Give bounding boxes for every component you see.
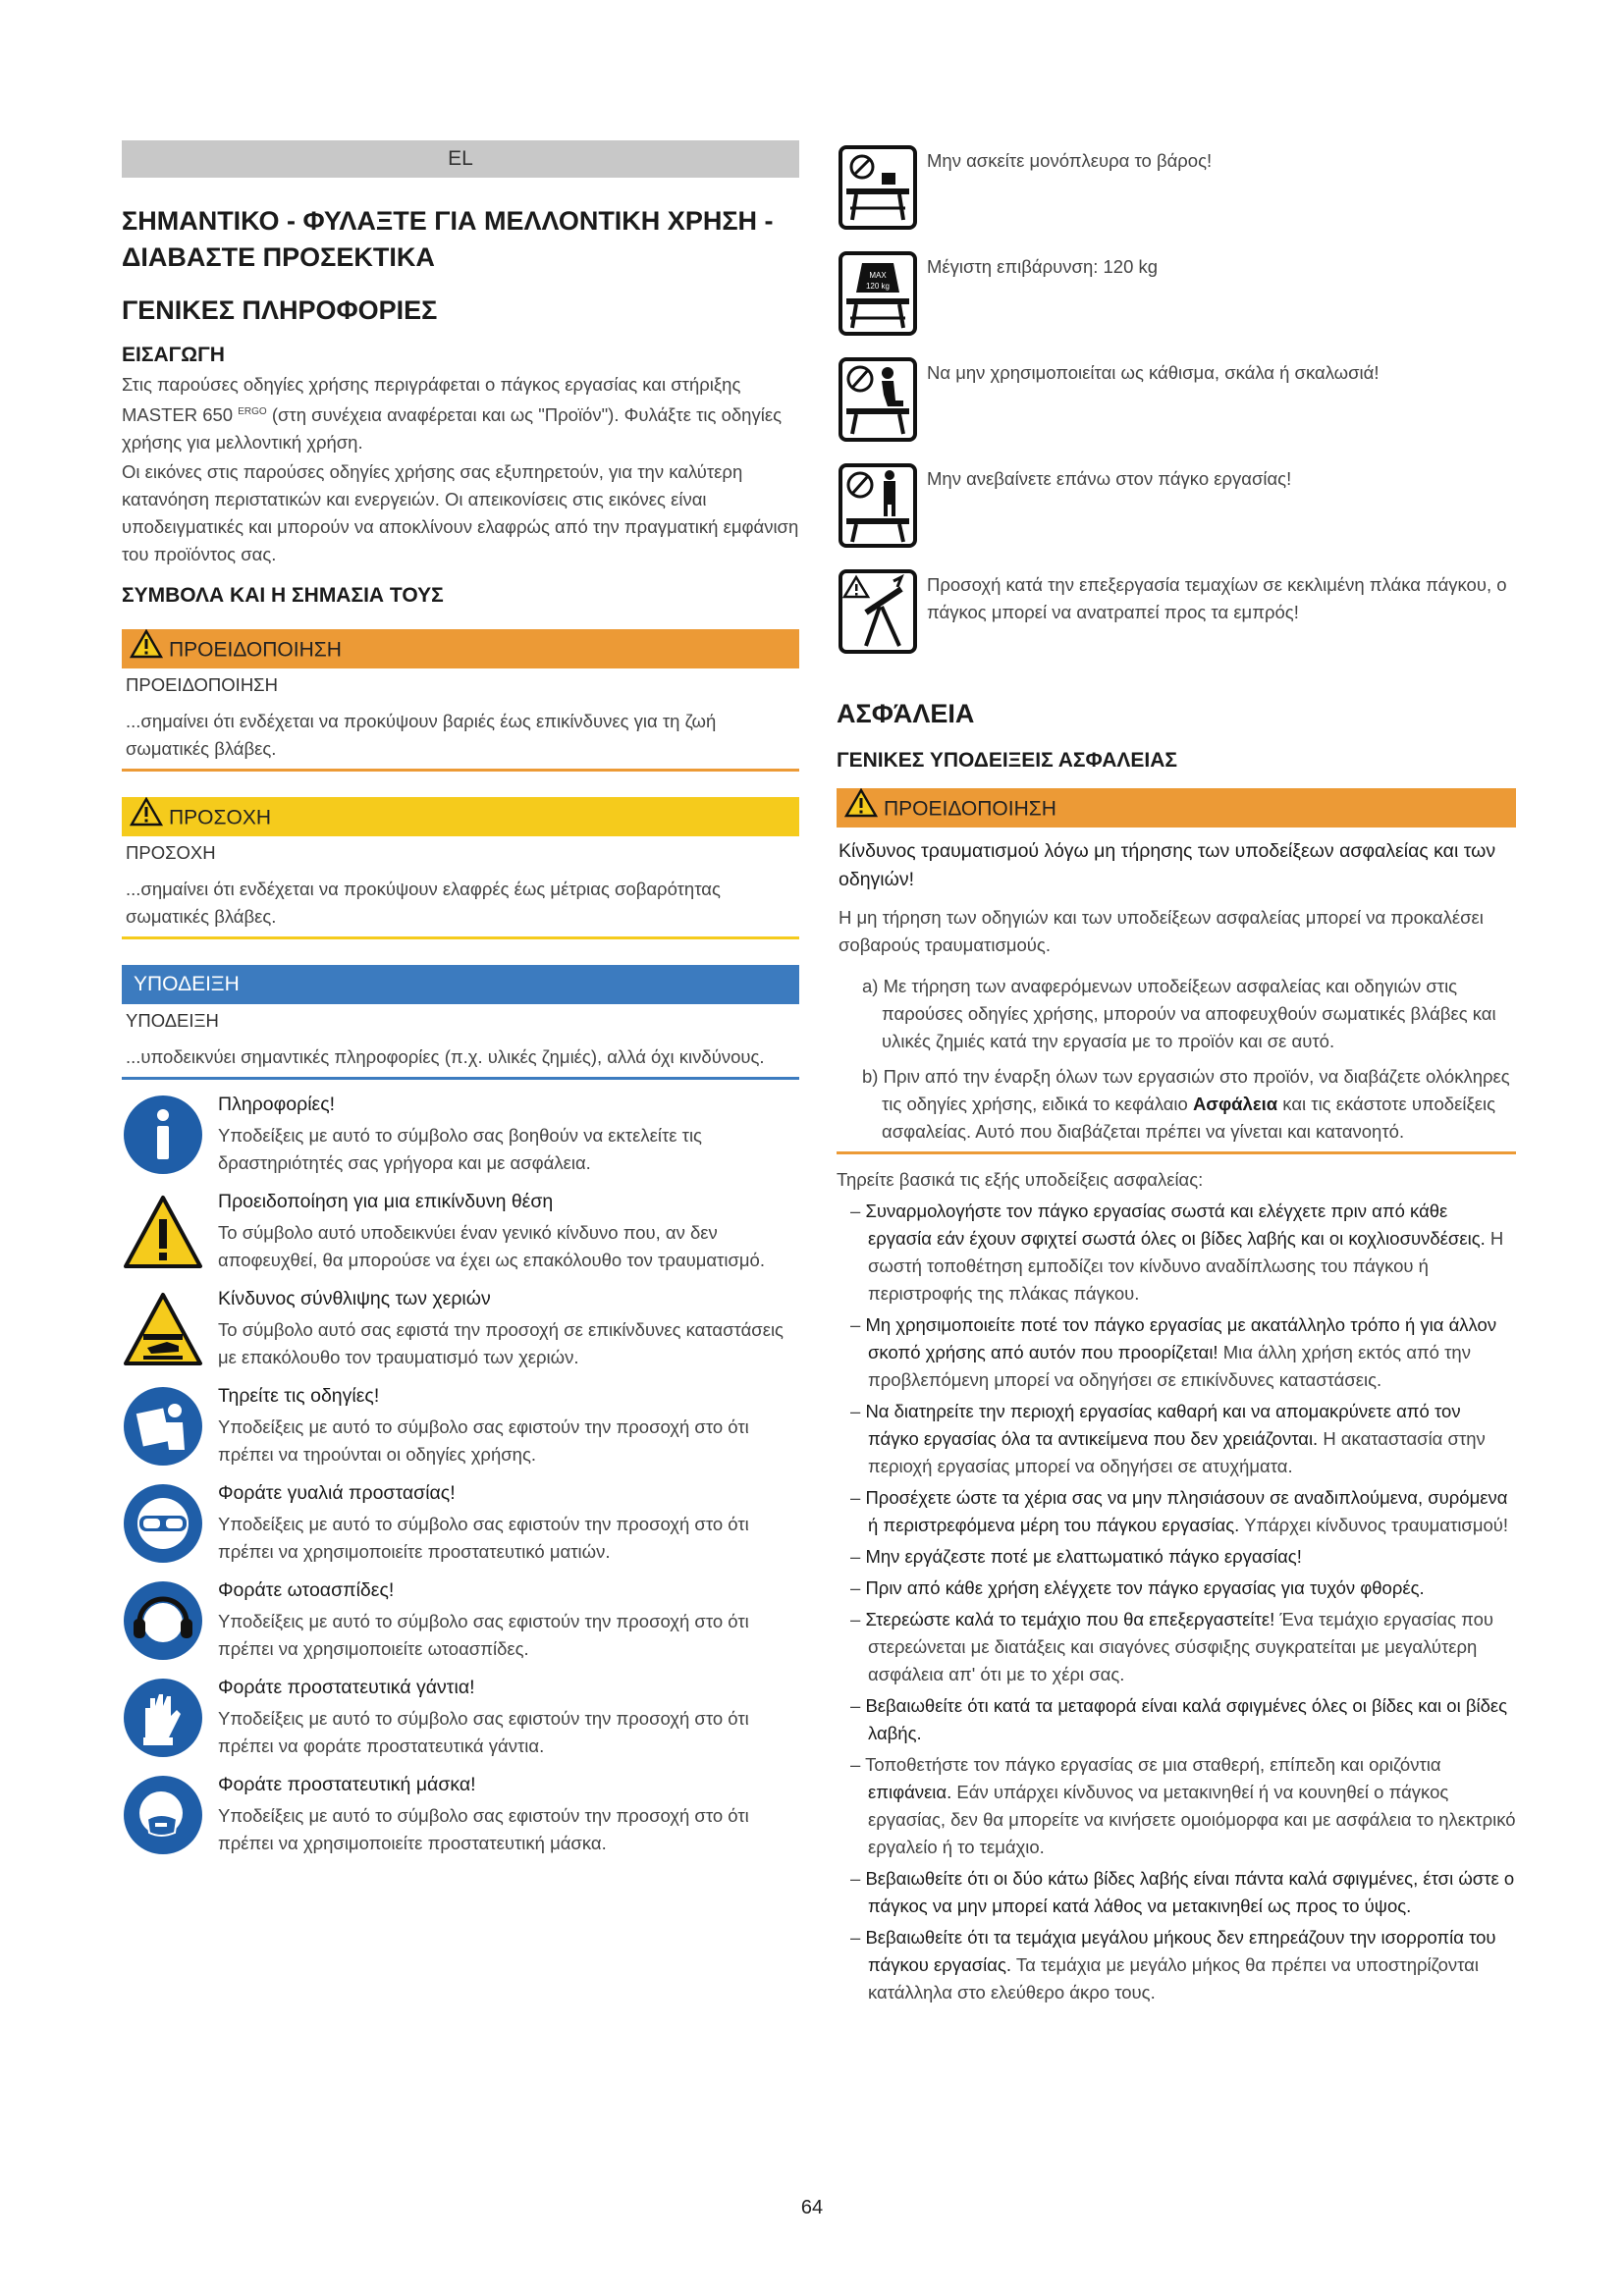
safety-rule: – Τοποθετήστε τον πάγκο εργασίας σε μια σταθερή, επίπεδη και οριζόντια επιφάνεια. Εάν υπάρχει κίνδυνος να μετακινηθεί ή να κουνηθεί ο πάγκος εργασίας, δεν θα μπορείτε να κινήσετε ομοιόμορφα και με ασφάλεια το ηλεκτρικό εργαλείο ή το τεμάχιο. <box>850 1754 1516 1857</box>
notice-block <box>122 965 799 1080</box>
hand-crush-icon <box>122 1288 204 1370</box>
symbol-hand-crush <box>122 1288 799 1371</box>
main-title: ΣΗΜΑΝΤΙΚΟ - ΦΥΛΑΞΤΕ ΓΙΑ ΜΕΛΛΟΝΤΙΚΗ ΧΡΗΣΗ - ΔΙΑΒΑΣΤΕ ΠΡΟΣΕΚΤΙΚΑ <box>122 206 774 272</box>
safety-item-a: a) Με τήρηση των αναφερόμενων υποδείξεων ασφαλείας και οδηγιών στις παρούσες οδηγίες χρήσης, μπορούν να αποφευχθούν σωματικές βλάβες και υλικές ζημιές κατά την εργασία με το προϊόν και σε αυτό. <box>862 976 1496 1051</box>
goggles-icon <box>122 1482 204 1565</box>
no-one-sided-load-icon <box>837 143 919 232</box>
pictogram-row <box>837 461 1516 550</box>
symbol-list <box>122 1094 799 1857</box>
notice-label: ΥΠΟΔΕΙΞΗ <box>126 1010 219 1032</box>
mask-icon <box>122 1774 204 1856</box>
right-column <box>837 143 1516 2006</box>
left-column <box>122 140 799 1857</box>
max-load-label: MAX <box>869 271 887 280</box>
symbol-desc: Το σύμβολο αυτό σας εφιστά την προσοχή σε επικίνδυνες καταστάσεις με επακόλουθο τον τραυματισμό των χεριών. <box>218 1319 784 1368</box>
symbol-read-manual <box>122 1385 799 1468</box>
general-warning-icon <box>122 1191 204 1273</box>
notice-text: ...υποδεικνύει σημαντικές πληροφορίες (π.χ. υλικές ζημιές), αλλά όχι κινδύνους. <box>126 1046 765 1068</box>
ear-protection-icon <box>122 1579 204 1662</box>
safety-warning-label: ΠΡΟΕΙΔΟΠΟΙΗΣΗ <box>884 797 1056 821</box>
page-number: 64 <box>800 2197 824 2218</box>
section-safety: ΑΣΦΆΛΕΙΑ <box>837 699 975 728</box>
symbol-title: Κίνδυνος σύνθλιψης των χεριών <box>218 1288 491 1310</box>
intro-paragraph-1: Στις παρούσες οδηγίες χρήσης περιγράφεται ο πάγκος εργασίας και στήριξης MASTER 650 $^{ERGO}$ (στη συνέχεια αναφέρεται και ως "Προϊόν"). Φυλάξτε τις οδηγίες χρήσης για μελλοντική χρήση. <box>122 374 782 454</box>
symbol-desc: Υποδείξεις με αυτό το σύμβολο σας εφιστούν την προσοχή στο ότι πρέπει να φοράτε προστατευτικά γάντια. <box>218 1708 749 1757</box>
symbol-desc: Υποδείξεις με αυτό το σύμβολο σας εφιστούν την προσοχή στο ότι πρέπει να χρησιμοποιείτε προστατευτικό ματιών. <box>218 1514 749 1563</box>
pictogram-row <box>837 567 1516 656</box>
gloves-icon <box>122 1677 204 1759</box>
symbol-desc: Υποδείξεις με αυτό το σύμβολο σας εφιστούν την προσοχή στο ότι πρέπει να χρησιμοποιείτε προστατευτική μάσκα. <box>218 1805 749 1854</box>
symbol-desc: Το σύμβολο αυτό υποδεικνύει έναν γενικό κίνδυνο που, αν δεν αποφευχθεί, θα μπορούσε να έχει ως επακόλουθο τον τραυματισμό. <box>218 1222 765 1271</box>
no-standing-icon <box>837 461 919 550</box>
no-sitting-icon <box>837 355 919 444</box>
safety-warning-body: Η μη τήρηση των οδηγιών και των υποδείξεων ασφαλείας μπορεί να προκαλέσει σοβαρούς τραυματισμούς. <box>839 907 1484 955</box>
symbol-title: Πληροφορίες! <box>218 1094 336 1116</box>
warning-banner <box>122 629 799 668</box>
symbol-title: Φοράτε ωτοασπίδες! <box>218 1579 395 1602</box>
safety-rule: – Μη χρησιμοποιείτε ποτέ τον πάγκο εργασίας με ακατάλληλο τρόπο ή για άλλον σκοπό χρήσης από αυτόν που προορίζεται! Μια άλλη χρήση εκτός από την προβλεπόμενη μπορεί να οδηγήσει σε επικίνδυνες καταστάσεις. <box>850 1314 1497 1390</box>
symbol-title: Φοράτε προστατευτικά γάντια! <box>218 1677 475 1699</box>
symbol-desc: Υποδείξεις με αυτό το σύμβολο σας βοηθούν να εκτελείτε τις δραστηριότητές σας γρήγορα και με ασφάλεια. <box>218 1125 702 1174</box>
symbol-info <box>122 1094 799 1177</box>
symbol-mask <box>122 1774 799 1857</box>
safety-rule: – Προσέχετε ώστε τα χέρια σας να μην πλησιάσουν σε αναδιπλούμενα, συρόμενα ή περιστρεφόμενα μέρη του πάγκου εργασίας. Υπάρχει κίνδυνος τραυματισμού! <box>850 1487 1509 1535</box>
safety-rule: – Μην εργάζεστε ποτέ με ελαττωματικό πάγκο εργασίας! <box>850 1546 1302 1567</box>
max-load-value: 120 kg <box>865 282 891 291</box>
caution-text: ...σημαίνει ότι ενδέχεται να προκύψουν ελαφρές έως μέτριας σοβαρότητας σωματικές βλάβες. <box>126 879 721 928</box>
safety-warning-rule <box>837 1151 1516 1154</box>
safety-warning-block <box>837 788 1516 1154</box>
safety-warning-list <box>837 973 1516 1146</box>
caution-rule <box>122 936 799 939</box>
symbol-gloves <box>122 1677 799 1760</box>
caution-block <box>122 797 799 939</box>
pictogram-row <box>837 143 1516 232</box>
section-intro: ΕΙΣΑΓΩΓΗ <box>122 344 225 366</box>
notice-banner: ΥΠΟΔΕΙΞΗ <box>122 965 799 1004</box>
warning-triangle-icon <box>130 629 163 672</box>
intro-paragraph-2: Οι εικόνες στις παρούσες οδηγίες χρήσης σας εξυπηρετούν, για την καλύτερη κατανόηση περιστατικών και ενεργειών. Οι απεικονίσεις στις εικόνες είναι υποδειγματικές και μπορούν να αποκλίνουν ελαφρώς από την πραγματική εμφάνιση του προϊόντος σας. <box>122 461 799 565</box>
safety-rule: – Βεβαιωθείτε ότι οι δύο κάτω βίδες λαβής είναι πάντα καλά σφιγμένες, έτσι ώστε ο πάγκος να μην μπορεί κατά λάθος να μετακινηθεί ως προς το ύψος. <box>850 1868 1515 1916</box>
caution-banner <box>122 797 799 836</box>
caution-triangle-icon <box>130 797 163 840</box>
symbol-ear-protection <box>122 1579 799 1663</box>
symbol-title: Φοράτε προστατευτική μάσκα! <box>218 1774 476 1796</box>
symbol-general-warning <box>122 1191 799 1274</box>
safety-warning-banner <box>837 788 1516 828</box>
safety-rule: – Συναρμολογήστε τον πάγκο εργασίας σωστά και ελέγχετε πριν από κάθε εργασία εάν έχουν σφιχτεί σωστά όλες οι βίδες λαβής και οι κοχλιοσυνδέσεις. Η σωστή τοποθέτηση εμποδίζει τον κίνδυνο αναδίπλωσης του πάγκου ή περιστροφής της πλάκας πάγκου. <box>850 1201 1504 1304</box>
notice-rule <box>122 1077 799 1080</box>
section-general-safety: ΓΕΝΙΚΕΣ ΥΠΟΔΕΙΞΕΙΣ ΑΣΦΑΛΕΙΑΣ <box>837 749 1177 772</box>
pictogram-text: Να μην χρησιμοποιείται ως κάθισμα, σκάλα ή σκαλωσιά! <box>927 362 1380 383</box>
safety-rule: – Στερεώστε καλά το τεμάχιο που θα επεξεργαστείτε! Ένα τεμάχιο εργασίας που στερεώνεται με διατάξεις και σιαγόνες σύσφιξης συγκρατείται με μεγαλύτερη ασφάλεια απ' ότι με το χέρι σας. <box>850 1609 1494 1684</box>
max-load-icon <box>837 249 919 338</box>
symbol-desc: Υποδείξεις με αυτό το σύμβολο σας εφιστούν την προσοχή στο ότι πρέπει να χρησιμοποιείτε ωτοασπίδες. <box>218 1611 749 1660</box>
safety-item-b: b) Πριν από την έναρξη όλων των εργασιών στο προϊόν, να διαβάζετε ολόκληρες τις οδηγίες χρήσης, ειδικά το κεφάλαιο Ασφάλεια και τις εκάστοτε υποδείξεις ασφαλείας. Αυτό που διαβάζεται πρέπει να γίνεται και κατανοητό. <box>862 1066 1510 1142</box>
safety-rule: – Βεβαιωθείτε ότι κατά τα μεταφορά είναι καλά σφιγμένες όλες οι βίδες και οι βίδες λαβής. <box>850 1695 1508 1743</box>
pictogram-row <box>837 249 1516 338</box>
symbol-title: Τηρείτε τις οδηγίες! <box>218 1385 380 1408</box>
warning-triangle-icon <box>844 788 878 831</box>
warning-banner-label: ΠΡΟΕΙΔΟΠΟΙΗΣΗ <box>169 638 342 662</box>
symbol-desc: Υποδείξεις με αυτό το σύμβολο σας εφιστούν την προσοχή στο ότι πρέπει να τηρούνται οι οδηγίες χρήσης. <box>218 1416 749 1466</box>
symbol-title: Προειδοποίηση για μια επικίνδυνη θέση <box>218 1191 554 1213</box>
tilt-warning-icon <box>837 567 919 656</box>
safety-rule: – Βεβαιωθείτε ότι τα τεμάχια μεγάλου μήκους δεν επηρεάζουν την ισορροπία του πάγκου εργασίας. Τα τεμάχια με μεγάλο μήκος θα πρέπει να υποστηρίζονται κατάλληλα στο ελεύθερο άκρο τους. <box>850 1927 1496 2002</box>
section-general-info: ΓΕΝΙΚΕΣ ΠΛΗΡΟΦΟΡΙΕΣ <box>122 295 438 325</box>
warning-rule <box>122 769 799 772</box>
symbol-goggles <box>122 1482 799 1566</box>
pictogram-text: Μην ασκείτε μονόπλευρα το βάρος! <box>927 150 1213 171</box>
safety-rules-list <box>837 1198 1516 2006</box>
caution-label: ΠΡΟΣΟΧΗ <box>126 842 216 864</box>
caution-banner-label: ΠΡΟΣΟΧΗ <box>169 806 271 829</box>
pictogram-text: Μην ανεβαίνετε επάνω στον πάγκο εργασίας! <box>927 468 1292 489</box>
safety-rule: – Να διατηρείτε την περιοχή εργασίας καθαρή και να απομακρύνετε από τον πάγκο εργασίας όλα τα αντικείμενα που δεν χρειάζονται. Η ακαταστασία στην περιοχή εργασίας μπορεί να οδηγήσει σε ατυχήματα. <box>850 1401 1486 1476</box>
warning-block <box>122 629 799 772</box>
warning-label: ΠΡΟΕΙΔΟΠΟΙΗΣΗ <box>126 674 278 696</box>
safety-warning-headline: Κίνδυνος τραυματισμού λόγω μη τήρησης των υποδείξεων ασφαλείας και των οδηγιών! <box>839 840 1496 890</box>
language-bar: EL <box>122 140 799 178</box>
read-manual-icon <box>122 1385 204 1468</box>
safety-rule: – Πριν από κάθε χρήση ελέγχετε τον πάγκο εργασίας για τυχόν φθορές. <box>850 1577 1425 1598</box>
observe-intro: Τηρείτε βασικά τις εξής υποδείξεις ασφαλείας: <box>837 1169 1204 1190</box>
pictogram-text: Προσοχή κατά την επεξεργασία τεμαχίων σε κεκλιμένη πλάκα πάγκου, ο πάγκος μπορεί να ανατραπεί προς τα εμπρός! <box>927 574 1507 622</box>
warning-text: ...σημαίνει ότι ενδέχεται να προκύψουν βαριές έως επικίνδυνες για τη ζωή σωματικές βλάβες. <box>126 711 717 760</box>
pictogram-text: Μέγιστη επιβάρυνση: 120 kg <box>927 256 1159 277</box>
pictogram-row <box>837 355 1516 444</box>
symbol-title: Φοράτε γυαλιά προστασίας! <box>218 1482 456 1505</box>
section-symbols: ΣΥΜΒΟΛΑ ΚΑΙ Η ΣΗΜΑΣΙΑ ΤΟΥΣ <box>122 584 444 608</box>
info-icon <box>122 1094 204 1176</box>
